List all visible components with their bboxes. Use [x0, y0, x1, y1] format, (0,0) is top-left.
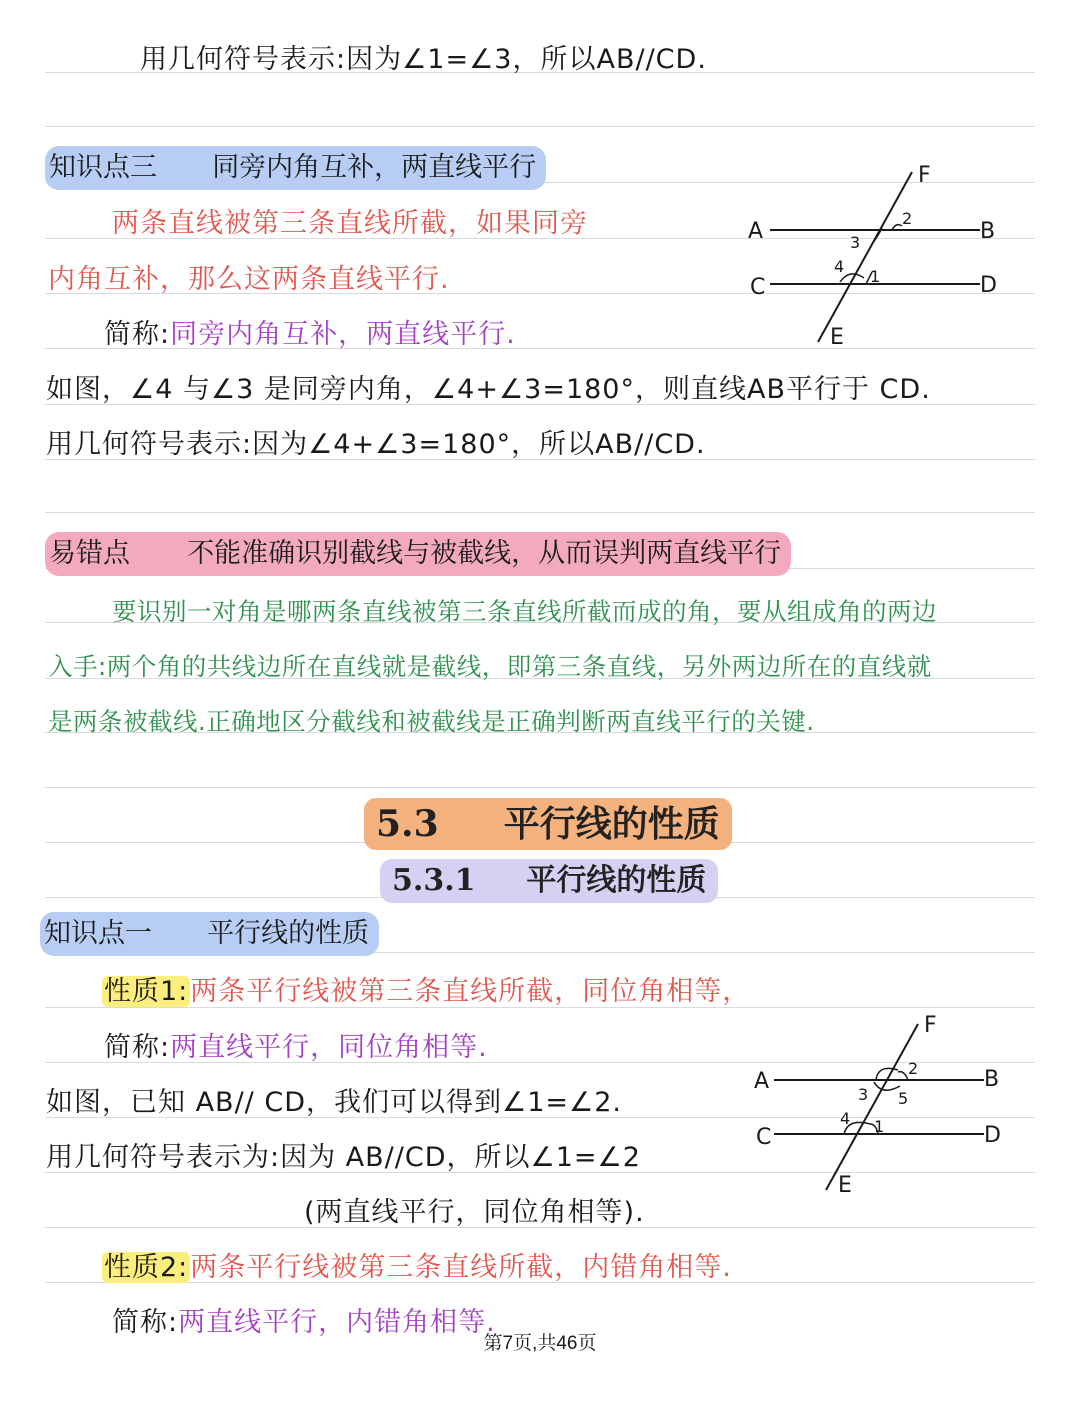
angle-label-3: 3: [850, 233, 861, 252]
kp1-reason: (两直线平行，同位角相等).: [304, 1197, 645, 1228]
kp1-abbr1: [104, 1030, 488, 1066]
point-label-d: D: [984, 1123, 1001, 1148]
kp3-example: 如图，∠4 与∠3 是同旁内角，∠4+∠3=180°，则直线AB平行于 CD.: [46, 374, 931, 405]
angle-label-1: 1: [874, 1117, 885, 1136]
pitfall-body-3: 是两条被截线.正确地区分截线和被截线是正确判断两直线平行的关键.: [48, 707, 815, 736]
abbr2-text: 两直线平行，内错角相等.: [178, 1307, 496, 1338]
prop1-label: 性质1:: [104, 976, 189, 1007]
point-label-a: A: [754, 1069, 770, 1094]
kp3-abbr: [104, 317, 516, 353]
parallel-lines-figure-2: [748, 1010, 1018, 1200]
prop1-text: 两条平行线被第三条直线所截，同位角相等，: [190, 976, 751, 1007]
ruled-line: [45, 512, 1035, 513]
point-label-b: B: [980, 219, 996, 244]
section-number: 5.3: [376, 803, 439, 845]
point-label-c: C: [756, 1125, 772, 1150]
pitfall-label: 易错点: [49, 538, 130, 569]
pitfall-body-1: 要识别一对角是哪两条直线被第三条直线所截而成的角，要从组成角的两边: [112, 597, 937, 626]
kp1-symbolic: 用几何符号表示为:因为 AB//CD，所以∠1=∠2: [46, 1142, 641, 1173]
abbr1-prefix: 简称:: [104, 1032, 171, 1063]
page-number: 第7页,共46页: [483, 1333, 597, 1354]
kp1-example: 如图，已知 AB// CD，我们可以得到∠1=∠2.: [46, 1087, 622, 1118]
pitfall-heading: [45, 532, 791, 576]
prop2-text: 两条平行线被第三条直线所截，内错角相等.: [190, 1252, 732, 1283]
kp3-heading: [45, 146, 546, 190]
point-label-e: F: [924, 1013, 937, 1038]
point-label-f: E: [830, 325, 844, 350]
point-label-c: C: [750, 275, 766, 300]
kp3-label: 知识点三: [49, 152, 157, 183]
kp1-label: 知识点一: [44, 918, 152, 949]
parallel-lines-figure-1: [740, 160, 1010, 350]
ruled-line: [45, 787, 1035, 788]
ruled-line: [45, 126, 1035, 127]
abbr1-text: 两直线平行，同位角相等.: [170, 1032, 488, 1063]
kp3-title: 同旁内角互补，两直线平行: [212, 152, 537, 183]
angle-label-5: 5: [898, 1089, 909, 1108]
prop2-label: 性质2:: [104, 1252, 189, 1283]
symbolic-line-prev: 用几何符号表示:因为∠1=∠3，所以AB//CD.: [140, 44, 707, 75]
angle-label-2: 2: [908, 1059, 919, 1078]
pitfall-body-2: 入手:两个角的共线边所在直线就是截线，即第三条直线，另外两边所在的直线就: [48, 652, 932, 681]
point-label-b: B: [984, 1067, 1000, 1092]
kp3-abbr-prefix: 简称:: [104, 319, 171, 350]
kp1-prop1: [102, 974, 750, 1010]
pitfall-title: 不能准确识别截线与被截线，从而误判两直线平行: [187, 538, 782, 569]
kp1-title: 平行线的性质: [207, 918, 370, 949]
subsection-title: [380, 859, 718, 903]
subsection-name: 平行线的性质: [526, 863, 707, 898]
kp3-abbr-text: 同旁内角互补，两直线平行.: [170, 319, 516, 350]
angle-label-1: 1: [870, 267, 881, 286]
point-label-a: A: [748, 219, 764, 244]
subsection-number: 5.3.1: [392, 863, 476, 898]
point-label-d: D: [980, 273, 997, 298]
point-label-e: F: [918, 163, 931, 188]
angle-label-4: 4: [840, 1109, 851, 1128]
section-name: 平行线的性质: [503, 803, 720, 845]
point-label-f: E: [838, 1173, 852, 1198]
angle-label-3: 3: [858, 1085, 869, 1104]
kp1-prop2: [102, 1250, 732, 1286]
kp3-body-1: 两条直线被第三条直线所截，如果同旁: [112, 208, 588, 239]
kp1-heading: [40, 912, 379, 956]
abbr2-prefix: 简称:: [112, 1307, 179, 1338]
section-title: [364, 798, 732, 850]
angle-label-2: 2: [902, 209, 913, 228]
angle-label-4: 4: [834, 257, 845, 276]
kp3-symbolic: 用几何符号表示:因为∠4+∠3=180°，所以AB//CD.: [46, 429, 706, 460]
kp3-body-2: 内角互补，那么这两条直线平行.: [48, 264, 450, 295]
